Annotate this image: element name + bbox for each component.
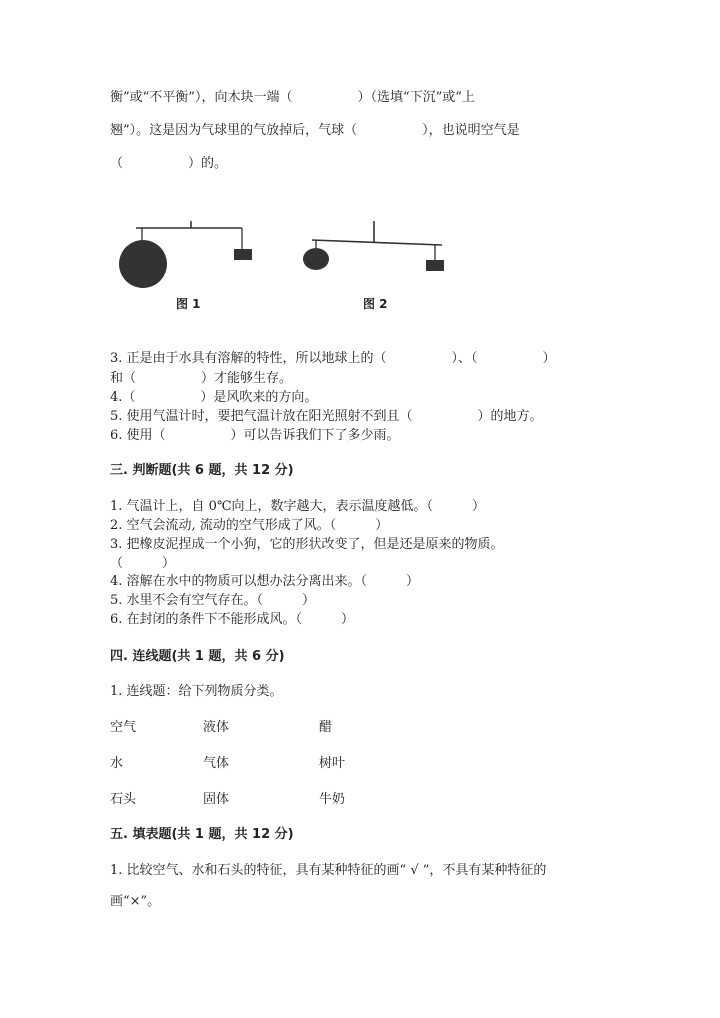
judge-item-5: 5. 水里不会有空气存在。（ ） [110,593,316,608]
intro-line-3: （ ）的。 [110,156,228,171]
matching-question: 1. 连线题：给下列物质分类。 [110,684,283,699]
question-4: 4.（ ）是风吹来的方向。 [110,390,318,405]
judge-item-3-blank: （ ） [110,556,176,571]
fig2-beam [312,240,442,245]
judge-item-3: 3. 把橡皮泥捏成一个小狗，它的形状改变了，但是还是原来的物质。 [110,537,504,552]
match-middle-1: 液体 [203,720,230,735]
match-left-2: 水 [110,756,124,771]
section-3-title: 三. 判断题(共 6 题，共 12 分) [110,463,294,478]
balance-figure-2 [300,216,450,286]
intro-line-2: 翘”）。这是因为气球里的气放掉后，气球（ ），也说明空气是 [110,123,520,138]
section-5-title: 五. 填表题(共 1 题，共 12 分) [110,827,294,842]
fig2-balloon [303,248,329,270]
table-question-line-2: 画“×”。 [110,894,161,909]
table-question-line-1: 1. 比较空气、水和石头的特征，具有某种特征的画“ √ ”，不具有某种特征的 [110,863,547,878]
fig1-block [234,249,252,260]
fig1-balloon [119,240,167,288]
question-3-line-1: 3. 正是由于水具有溶解的特性，所以地球上的（ ）、（ ） [110,351,556,366]
judge-item-6: 6. 在封闭的条件下不能形成风。（ ） [110,612,355,627]
question-3-line-2: 和（ ）才能够生存。 [110,371,293,386]
section-4-title: 四. 连线题(共 1 题，共 6 分) [110,649,285,664]
figure-1-label: 图 1 [176,297,201,311]
question-5: 5. 使用气温计时，要把气温计放在阳光照射不到且（ ）的地方。 [110,409,543,424]
match-left-1: 空气 [110,720,137,735]
judge-item-4: 4. 溶解在水中的物质可以想办法分离出来。（ ） [110,574,420,589]
match-middle-2: 气体 [203,756,230,771]
judge-item-1: 1. 气温计上，自 0℃向上，数字越大，表示温度越低。（ ） [110,499,485,514]
fig2-block [426,260,444,271]
match-middle-3: 固体 [203,792,230,807]
judge-item-2: 2. 空气会流动, 流动的空气形成了风。（ ） [110,518,389,533]
match-right-2: 树叶 [319,756,346,771]
question-6: 6. 使用（ ）可以告诉我们下了多少雨。 [110,428,400,443]
match-left-3: 石头 [110,792,137,807]
match-right-1: 醋 [319,720,333,735]
intro-line-1: 衡”或“不平衡”），向木块一端（ ）（选填“下沉”或“上 [110,90,475,105]
figure-2-label: 图 2 [363,297,388,311]
match-right-3: 牛奶 [319,792,346,807]
